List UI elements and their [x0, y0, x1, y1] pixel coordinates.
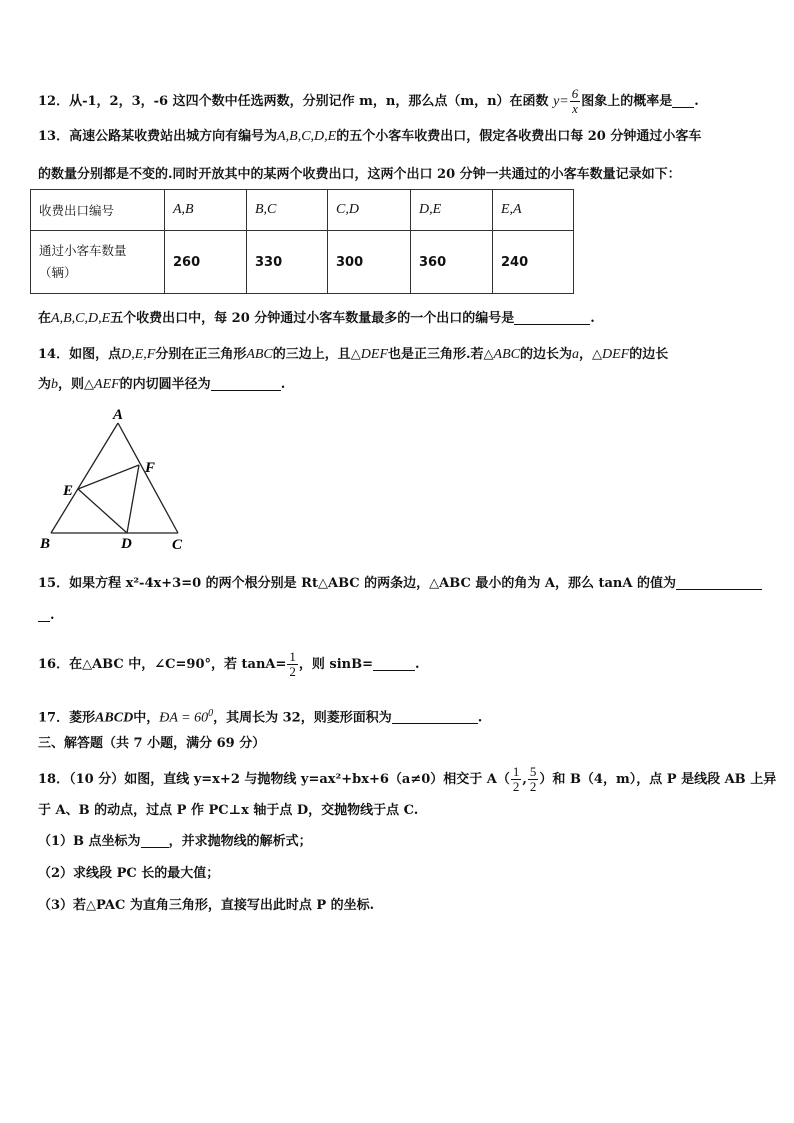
q14-math: ABC [246, 347, 273, 362]
q12-answer-blank[interactable] [672, 93, 694, 108]
question-13-after [38, 309, 595, 329]
q13-end: . [590, 311, 595, 326]
label-b: B [40, 536, 51, 552]
question-14-line2 [38, 375, 285, 395]
q17-text-c: ，其周长为 32，则菱形面积为 [213, 710, 392, 726]
question-18-sub3: （3）若△PAC 为直角三角形，直接写出此时点 P 的坐标. [38, 898, 375, 913]
q18-ax-den: 2 [512, 779, 520, 794]
q16-fraction [287, 650, 298, 679]
q14-math: ABC [493, 347, 520, 362]
q12-text: 12．从-1，2，3，-6 这四个数中任选两数，分别记作 m，n，那么点（m，n）在函数 [38, 94, 549, 109]
label-c: C [172, 537, 183, 553]
q14-text: 的边长 [629, 347, 669, 362]
q13-after-exits: A,B,C,D,E [51, 311, 111, 326]
q16-text-a: 16．在△ABC 中，∠C=90°，若 tanA= [38, 657, 287, 672]
question-15-line1 [38, 574, 762, 594]
q13-text-a: 13．高速公路某收费站出城方向有编号为 [38, 129, 278, 144]
question-18-line1 [38, 765, 776, 794]
q15-answer-blank[interactable] [676, 575, 762, 590]
q17-answer-blank[interactable] [392, 709, 478, 724]
question-16 [38, 650, 420, 679]
table-header-count-line2: （辆） [39, 265, 77, 280]
edge-fd [127, 465, 139, 533]
table-cell-count: 300 [328, 231, 411, 294]
q14-text: 14．如图，点 [38, 347, 122, 362]
q14-answer-blank[interactable] [211, 376, 281, 391]
q17-abcd: ABCD [95, 710, 134, 726]
label-a: A [113, 407, 124, 423]
q12-func-eq: = [559, 94, 569, 109]
question-15-line2 [38, 606, 55, 626]
question-17 [38, 704, 482, 728]
q14-math: b [51, 377, 59, 392]
q15-text: 15．如果方程 x²-4x+3=0 的两个根分别是 Rt△ABC 的两条边，△ABC 最小的角为 A，那么 tanA 的值为 [38, 576, 676, 591]
q17-degree-sup: 0 [208, 708, 214, 719]
q16-text-b: ，则 sinB= [298, 657, 374, 672]
q18-ax-num: 1 [512, 764, 520, 779]
q16-end: . [415, 657, 420, 672]
q17-text-b: 中， [133, 710, 160, 726]
q17-end: . [477, 710, 483, 726]
table-cell-count: 260 [165, 231, 247, 294]
q18-sub1-b: ，并求抛物线的解析式； [168, 834, 312, 849]
q13-after-c: 五个收费出口中，每 20 分钟通过小客车数量最多的一个出口的编号是 [110, 311, 515, 326]
q16-answer-blank[interactable] [373, 656, 415, 671]
question-13-line1 [38, 127, 701, 147]
edge-ef [78, 465, 139, 489]
q14-math: a [572, 347, 579, 362]
q18-ax-fraction [511, 765, 522, 794]
q14-math: D,E,F [121, 347, 156, 362]
table-header-count-line1: 通过小客车数量 [39, 243, 127, 258]
toll-table [30, 189, 574, 294]
q18-ay-den: 2 [529, 779, 537, 794]
q13-text-c: 的五个小客车收费出口，假定各收费出口每 20 分钟通过小客车 [336, 129, 702, 144]
q14-text: 分别在正三角形 [155, 347, 247, 362]
table-row [31, 231, 574, 294]
table-cell-pair: A,B [165, 190, 247, 231]
table-cell-pair: B,C [247, 190, 328, 231]
question-13-line2: 的数量分别都是不变的.同时开放其中的某两个收费出口，这两个出口 20 分钟一共通过的小客车数量记录如下： [38, 167, 681, 182]
table-cell-count: 360 [411, 231, 493, 294]
q14-text: 的三边上，且△ [272, 347, 361, 362]
question-18-sub2: （2）求线段 PC 长的最大值； [38, 866, 220, 881]
table-header-exit: 收费出口编号 [31, 190, 165, 231]
table-cell-count: 330 [247, 231, 328, 294]
q18-text-a: 18．（10 分）如图，直线 y=x+2 与抛物线 y=ax²+bx+6（a≠0）相交于 A（ [38, 772, 510, 787]
table-cell-pair: E,A [493, 190, 574, 231]
q13-exits: A,B,C,D,E [277, 129, 337, 144]
q12-fraction-num: 6 [571, 86, 579, 101]
q12-fraction-den: x [572, 101, 578, 116]
q14-text: ，则△ [58, 377, 95, 392]
table-header-count [31, 231, 165, 294]
q13-after-a: 在 [38, 311, 52, 326]
q12-text-b: 图象上的概率是 [581, 94, 673, 109]
q12-end: . [694, 94, 699, 109]
q14-text: 为 [38, 377, 52, 392]
table-row [31, 190, 574, 231]
q17-text-a: 17．菱形 [38, 710, 96, 726]
label-e: E [63, 483, 74, 499]
section-3-heading: 三、解答题（共 7 小题，满分 69 分） [38, 736, 266, 751]
table-cell-count: 240 [493, 231, 574, 294]
q14-end: . [280, 377, 286, 392]
q18-comma: , [522, 772, 527, 787]
q14-math: AEF [94, 377, 120, 392]
q16-fraction-num: 1 [289, 649, 296, 664]
q18-ay-fraction [528, 765, 539, 794]
edge-ac [118, 423, 178, 533]
q14-math: DEF [360, 347, 388, 362]
question-18-line2: 于 A、B 的动点，过点 P 作 PC⊥x 轴于点 D，交抛物线于点 C. [38, 803, 419, 818]
q17-angle: ÐA = 60 [159, 710, 209, 726]
triangle-figure [30, 405, 200, 555]
edge-ed [78, 489, 127, 533]
q18-text-b: ）和 B（4，m），点 P 是线段 AB 上异 [539, 772, 777, 787]
label-f: F [145, 460, 156, 476]
question-14-line1 [38, 345, 668, 365]
question-12 [38, 87, 699, 116]
q14-text: 的内切圆半径为 [119, 377, 211, 392]
q18-sub1-a: （1）B 点坐标为 [38, 834, 141, 849]
question-18-sub1 [38, 832, 312, 852]
table-cell-pair: D,E [411, 190, 493, 231]
label-d: D [121, 536, 132, 552]
q14-math: DEF [602, 347, 630, 362]
q12-fraction [570, 87, 581, 116]
q14-text: ，△ [579, 347, 602, 362]
q16-fraction-den: 2 [289, 664, 296, 679]
q18-ay-num: 5 [529, 764, 537, 779]
q14-text: 的边长为 [519, 347, 572, 362]
q12-func-y: y [553, 94, 560, 109]
q15-answer-blank-cont[interactable] [38, 607, 50, 622]
q18-answer-blank[interactable] [141, 833, 169, 848]
q14-text: 也是正三角形.若△ [388, 347, 494, 362]
q15-end: . [50, 608, 55, 623]
table-cell-pair: C,D [328, 190, 411, 231]
q13-answer-blank[interactable] [514, 310, 590, 325]
